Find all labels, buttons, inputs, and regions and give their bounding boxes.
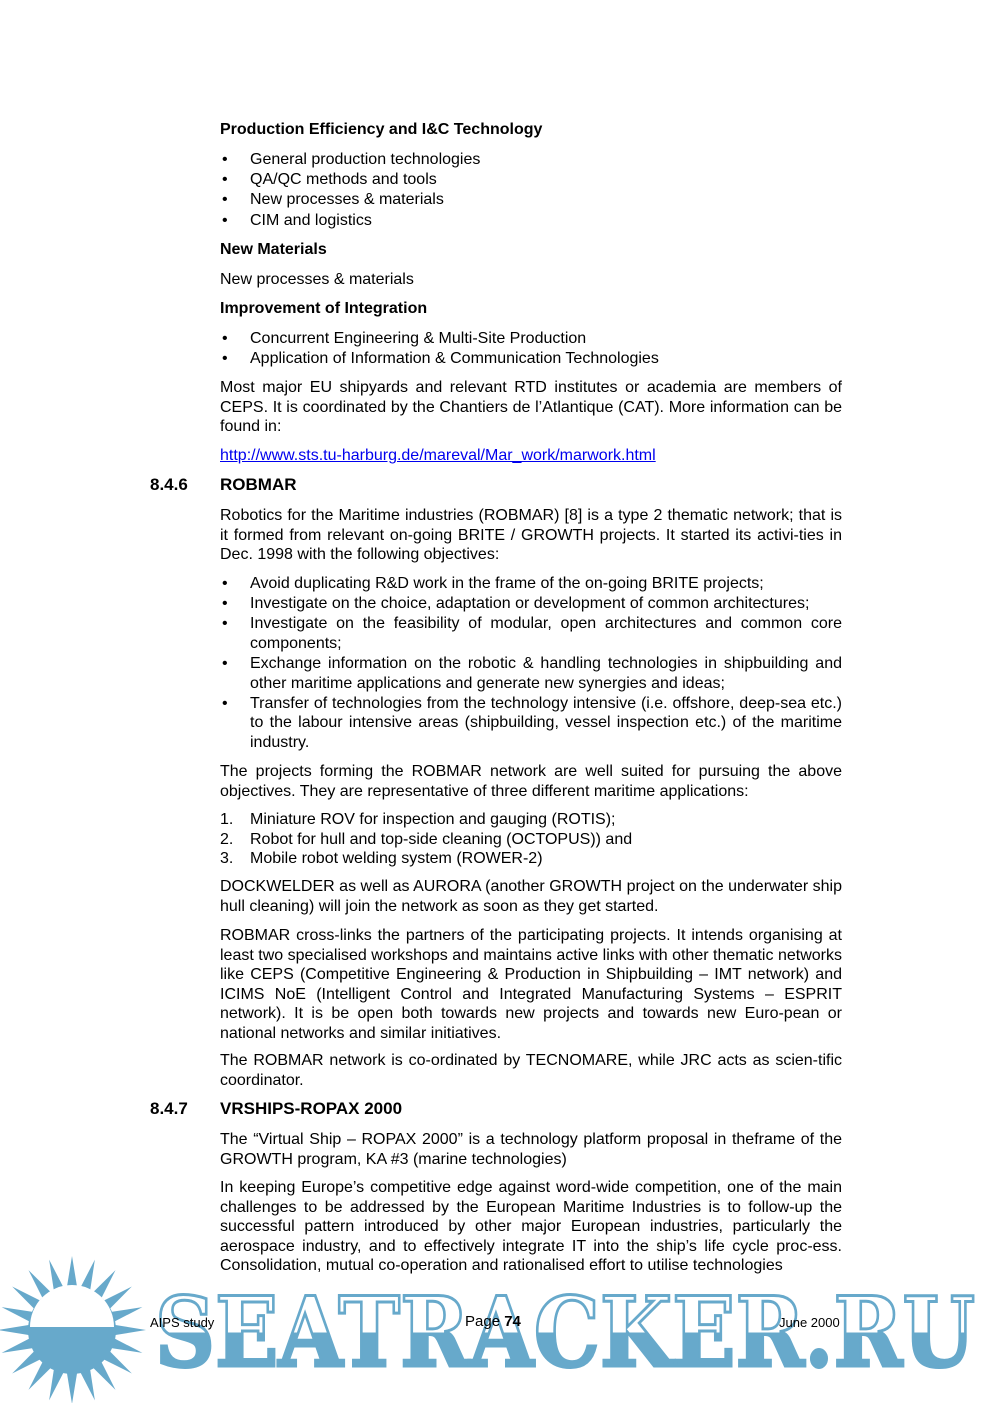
page-number: 74 <box>504 1313 521 1330</box>
list-item: • General production technologies <box>220 150 842 170</box>
list-item: • New processes & materials <box>220 190 842 210</box>
footer-left: AIPS study <box>150 1315 215 1330</box>
section-heading-vrships <box>150 1099 402 1119</box>
section-title: VRSHIPS-ROPAX 2000 <box>220 1099 403 1118</box>
robmar-intro: Robotics for the Maritime industries (ROBMAR) [8] is a type 2 thematic network; that is it formed from relevant on-going BRITE / GROWTH projects. It started its activi-ties in Dec. 1998 with the following objectives: <box>220 507 842 563</box>
vrships-paragraph-2: In keeping Europe’s competitive edge against word-wide competition, one of the main challenges to be addressed by the European Maritime Industries is to follow-up the successful pattern introduced by other major European industries, particularly the aerospace industry, and to effectively integrate IT into the ship’s life cycle proc-ess. Consolidation, mutual co-operation and rationalised effort to utilise technologies <box>220 1179 842 1274</box>
list-item: 2. Robot for hull and top-side cleaning (OCTOPUS)) and <box>220 830 633 848</box>
list-item: • Investigate on the choice, adaptation or development of common architectures; <box>220 594 842 614</box>
ceps-paragraph: Most major EU shipyards and relevant RTD institutes or academia are members of CEPS. It is coordinated by the Chantiers de l’Atlantique (CAT). More information can be found in: <box>220 379 842 435</box>
sun-ray <box>66 1370 77 1403</box>
list-item: • CIM and logistics <box>220 211 842 231</box>
list-item: • Application of Information & Communication Technologies <box>220 349 842 369</box>
list-item: • Concurrent Engineering & Multi-Site Production <box>220 329 842 349</box>
integration-bullet-list <box>220 329 842 369</box>
marework-link[interactable]: http://www.sts.tu-harburg.de/mareval/Mar_work/marwork.html <box>220 447 656 464</box>
list-item: • QA/QC methods and tools <box>220 170 842 190</box>
footer-page: Page 74 <box>465 1313 521 1330</box>
sun-ray <box>0 1324 32 1335</box>
crosslinks-paragraph: ROBMAR cross-links the partners of the participating projects. It intends organising at least two specialised workshops and maintains active links with other thematic networks like CEPS (Competitive Engineering & Production in Shipbuilding – IMT network) and ICIMS NoE (Intelligent Control and Integrated Manufacturing Systems – ESPRIT network). It is be open both towards new projects and towards new Euro-pean or national networks and similar initiatives. <box>220 927 842 1042</box>
list-item: 1. Miniature ROV for inspection and gauging (ROTIS); <box>220 811 616 828</box>
list-item: • Exchange information on the robotic & handling technologies in shipbuilding and other maritime applications and generate new synergies and ideas; <box>220 654 842 693</box>
dockwelder-paragraph: DOCKWELDER as well as AURORA (another GROWTH project on the underwater ship hull cleaning) will join the network as soon as they get started. <box>220 878 842 915</box>
list-item: • Investigate on the feasibility of modular, open architectures and common core components; <box>220 614 842 653</box>
production-bullet-list <box>220 150 842 231</box>
section-number: 8.4.6 <box>150 475 188 494</box>
vrships-paragraph-1: The “Virtual Ship – ROPAX 2000” is a technology platform proposal in theframe of the GROWTH program, KA #3 (marine technologies) <box>220 1131 842 1168</box>
list-item: 3. Mobile robot welding system (ROWER-2) <box>220 850 543 867</box>
heading-production-efficiency: Production Efficiency and I&C Technology <box>220 121 543 138</box>
footer-right: June 2000 <box>779 1315 840 1330</box>
sun-ray <box>112 1324 146 1335</box>
sun-logo-icon <box>0 1256 146 1403</box>
section-heading-robmar <box>150 475 297 495</box>
list-item: • Avoid duplicating R&D work in the frame of the on-going BRITE projects; <box>220 574 842 594</box>
projects-paragraph: The projects forming the ROBMAR network are well suited for pursuing the above objectives. They are representative of three different maritime applications: <box>220 763 842 800</box>
new-materials-text: New processes & materials <box>220 271 414 288</box>
robmar-objectives-list <box>220 574 842 753</box>
list-item: • Transfer of technologies from the technology intensive (i.e. offshore, deep-sea etc.) to the labour intensive areas (shipbuilding, vessel inspection etc.) of the maritime industry. <box>220 694 842 753</box>
section-title: ROBMAR <box>220 475 297 494</box>
heading-improvement-integration: Improvement of Integration <box>220 300 428 317</box>
projects-list <box>220 810 842 869</box>
coordination-paragraph: The ROBMAR network is co-ordinated by TECNOMARE, while JRC acts as scien-tific coordinator. <box>220 1052 842 1089</box>
watermark-text: SEATRACKER.RU <box>155 1276 975 1389</box>
heading-new-materials: New Materials <box>220 241 327 258</box>
section-number: 8.4.7 <box>150 1099 188 1118</box>
